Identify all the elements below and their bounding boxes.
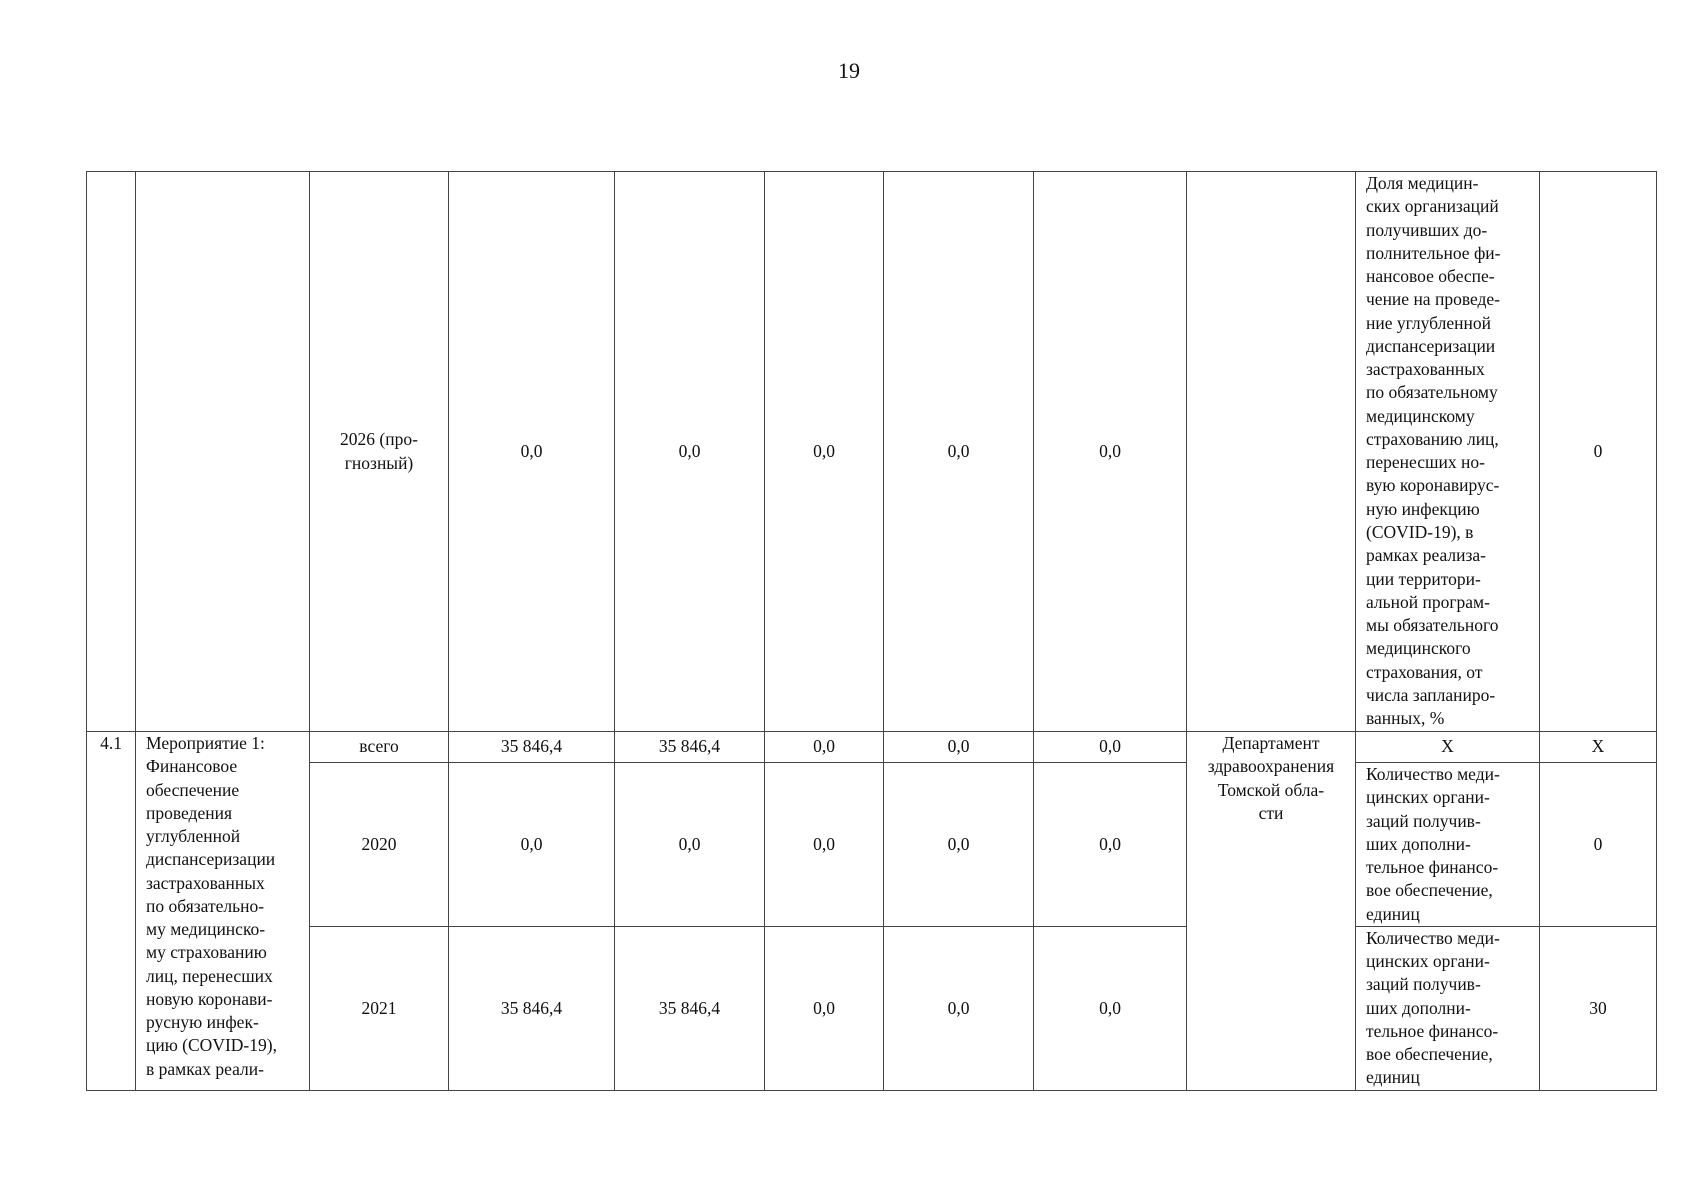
- table-row: [87, 926, 1657, 1090]
- amount-source-2: 0,0: [765, 732, 884, 763]
- table-row: [87, 763, 1657, 927]
- amount-total: 0,0: [449, 763, 615, 927]
- year-label: 2021: [310, 926, 449, 1090]
- amount-source-4: 0,0: [1034, 732, 1187, 763]
- amount-source-3: 0,0: [884, 172, 1034, 732]
- amount-source-4: 0,0: [1034, 763, 1187, 927]
- amount-source-1: 0,0: [615, 172, 765, 732]
- amount-source-2: 0,0: [765, 172, 884, 732]
- indicator-value: 0: [1540, 172, 1657, 732]
- indicator-value: X: [1540, 732, 1657, 763]
- measure-name: Мероприятие 1: Финансовое обеспечение проведения углубленной диспансеризации застрахованных по обязательно- му медицинско- му страхованию лиц, перенесших новую коронави- русную инфек- цию (COVID-19), в рамках реали-: [136, 732, 310, 1091]
- amount-source-3: 0,0: [884, 763, 1034, 927]
- amount-total: 0,0: [449, 172, 615, 732]
- year-label: 2026 (про- гнозный): [340, 429, 418, 473]
- amount-total: 35 846,4: [449, 926, 615, 1090]
- year-label: 2020: [310, 763, 449, 927]
- amount-source-3: 0,0: [884, 926, 1034, 1090]
- amount-source-1: 35 846,4: [615, 926, 765, 1090]
- amount-source-4: 0,0: [1034, 926, 1187, 1090]
- executor: [1187, 172, 1356, 732]
- page-number: 19: [838, 58, 860, 83]
- amount-source-4: 0,0: [1034, 172, 1187, 732]
- amount-source-3: 0,0: [884, 732, 1034, 763]
- indicator-text: Количество меди- цинских органи- заций получив- ших дополни- тельное финансо- вое обеспечение, единиц: [1356, 763, 1540, 927]
- amount-source-2: 0,0: [765, 926, 884, 1090]
- amount-source-1: 0,0: [615, 763, 765, 927]
- indicator-text: Доля медицин- ских организаций получивших до- полнительное фи- нансовое обеспе- чение на проведе- ние углубленной диспансеризации застрахованных по обязательному медицинскому страхованию лиц, перенесших но- вую коронавирус- ную инфекцию (COVID-19), в рамках реализа- ции территори- альной програм- мы обязательного медицинского страхования, от числа запланиро- ванных, %: [1356, 172, 1540, 732]
- executor: Департамент здравоохранения Томской обла- сти: [1187, 732, 1356, 1091]
- measure-name: [136, 172, 310, 732]
- indicator-value: 0: [1540, 763, 1657, 927]
- financing-table: [86, 171, 1657, 1091]
- row-number: 4.1: [87, 732, 136, 1091]
- amount-source-1: 35 846,4: [615, 732, 765, 763]
- indicator-value: 30: [1540, 926, 1657, 1090]
- table-row: [87, 732, 1657, 763]
- row-number: [87, 172, 136, 732]
- indicator-text: Количество меди- цинских органи- заций получив- ших дополни- тельное финансо- вое обеспечение, единиц: [1356, 926, 1540, 1090]
- indicator-text: X: [1356, 732, 1540, 763]
- table-row: [87, 172, 1657, 732]
- year-label: всего: [310, 732, 449, 763]
- year-cell: [310, 172, 449, 732]
- amount-source-2: 0,0: [765, 763, 884, 927]
- amount-total: 35 846,4: [449, 732, 615, 763]
